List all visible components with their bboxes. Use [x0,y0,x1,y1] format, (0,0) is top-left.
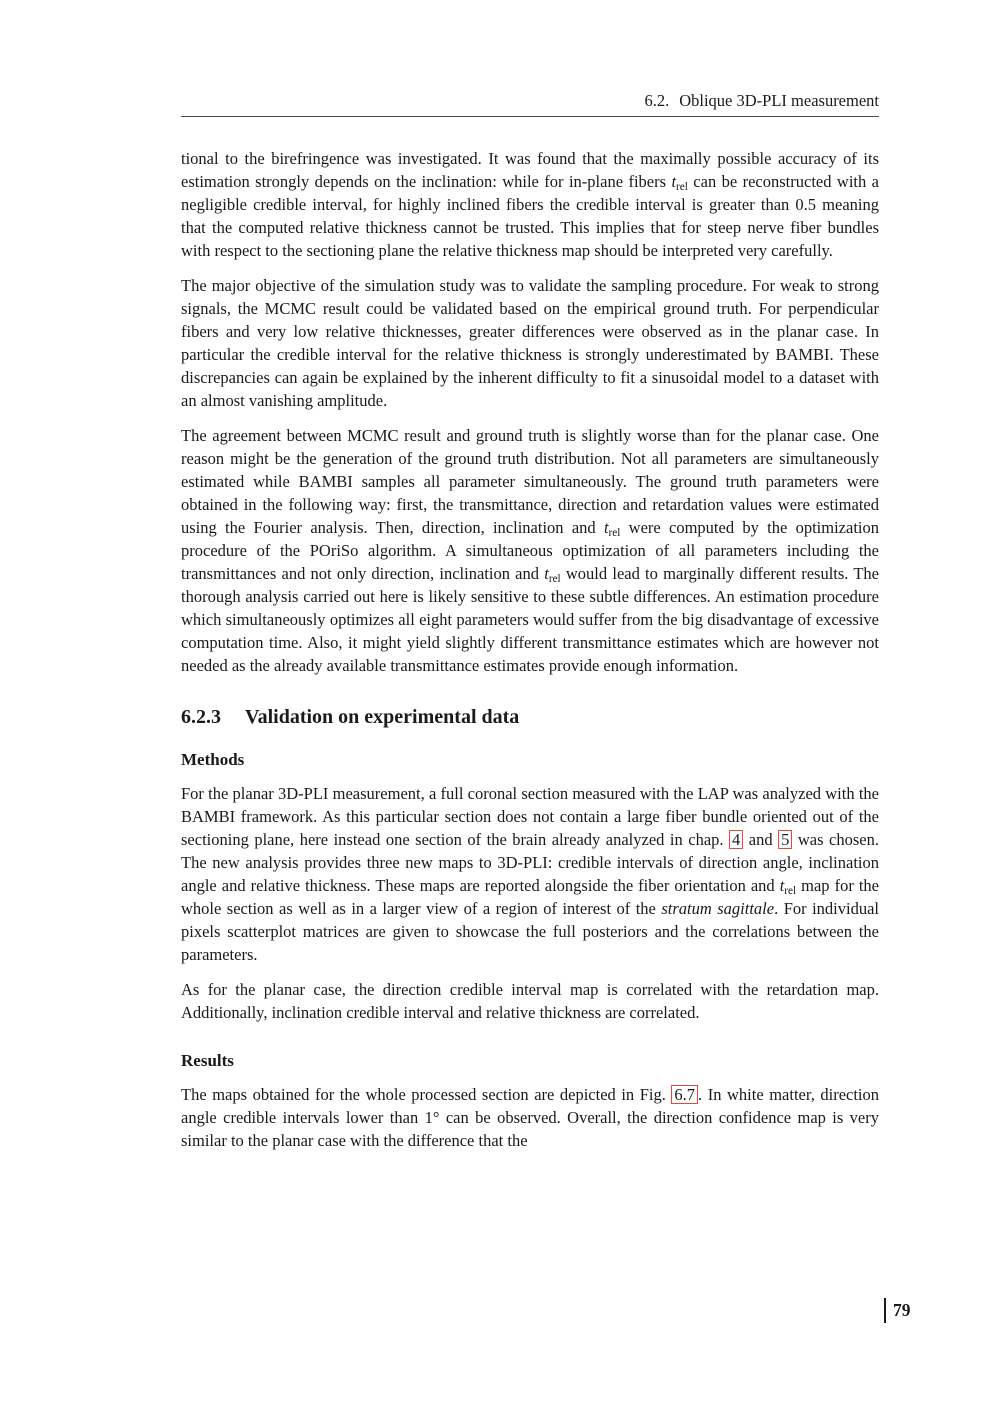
t-rel-symbol: $t_{rel}$ [544,564,561,586]
section-heading-number: 6.2.3 [181,706,221,728]
page-number: 79 [893,1300,911,1320]
running-header-section-number: 6.2. [644,91,670,110]
paragraph-2: The major objective of the simulation study was to validate the sampling procedure. For weak to strong signals, the MCMC result could be validated based on the empirical ground truth. For perpendicular fibers and very low relative thicknesses, greater differences were observed as in the planar case. In particular the credible interval for the relative thickness is strongly underestimated by BAMBI. These discrepancies can again be explained by the inherent difficulty to fit a sinusoidal model to a dataset with an almost vanishing amplitude. [181,276,879,410]
subheading-methods: Methods [181,750,245,769]
paragraph-6: The maps obtained for the whole processed section are depicted in Fig. 6.7 . In white matter, direction angle credible intervals lower than 1° can be observed. Overall, the direction confidence map is very similar to the planar case with the difference that the [181,1085,880,1150]
page-number-rule [884,1298,886,1323]
t-rel-symbol: $t_{rel}$ [671,172,688,194]
section-heading-title: Validation on experimental data [245,706,520,728]
t-rel-symbol: $t_{rel}$ [603,518,621,540]
page-footer [884,1298,911,1323]
page-content [181,0,879,1164]
reference-link[interactable]: 5 [778,830,792,849]
latin-term: stratum sagittale [661,899,775,918]
running-header [181,90,879,117]
reference-link[interactable]: 4 [729,830,743,849]
t-rel-symbol: $t_{rel}$ [779,876,797,898]
section-heading [181,705,879,729]
paragraph-3: The agreement between MCMC result and ground truth is slightly worse than for the planar case. One reason might be the generation of the ground truth distribution. Not all parameters are simultaneously estimated while BAMBI samples all parameter simultaneously. The ground truth parameters were obtained in the following way: first, the transmittance, direction and retardation values were estimated using the Fourier analysis. Then, direction, inclination and $t_{rel}$ were computed by the optimization procedure of the POriSo algorithm. A simultaneous optimization of all parameters including the transmittances and not only direction, inclination and $t_{rel}$ would lead to marginally different results. The thorough analysis carried out here is likely sensitive to these subtle differences. An estimation procedure which simultaneously optimizes all eight parameters would suffer from the big disadvantage of excessive computation time. Also, it might yield slightly different transmittance estimates which are however not needed as the already available transmittance estimates provide enough information. [181,426,879,675]
paragraph-4: For the planar 3D-PLI measurement, a full coronal section measured with the LAP was analyzed with the BAMBI framework. As this particular section does not contain a large fiber bundle oriented out of the sectioning plane, here instead one section of the brain already analyzed in chap. 4 and 5 was chosen. The new analysis provides three new maps to 3D-PLI: credible intervals of direction angle, inclination angle and relative thickness. These maps are reported alongside the fiber orientation and $t_{rel}$ map for the whole section as well as in a larger view of a region of interest of the stratum sagittale. For individual pixels scatterplot matrices are given to showcase the full posteriors and the correlations between the parameters. [181,784,879,964]
subheading-results: Results [181,1051,234,1070]
paragraph-1: tional to the birefringence was investigated. It was found that the maximally possible accuracy of its estimation strongly depends on the inclination: while for in-plane fibers $t_{rel}$ can be reconstructed with a negligible credible interval, for highly inclined fibers the credible interval is greater than 0.5 meaning that the computed relative thickness cannot be trusted. This implies that for steep nerve fiber bundles with respect to the sectioning plane the relative thickness map should be interpreted very carefully. [181,149,879,260]
running-header-section-title: Oblique 3D-PLI measurement [679,91,879,110]
paragraph-5: As for the planar case, the direction credible interval map is correlated with the retardation map. Additionally, inclination credible interval and relative thickness are correlated. [181,980,879,1022]
reference-link[interactable]: 6.7 [671,1085,698,1104]
